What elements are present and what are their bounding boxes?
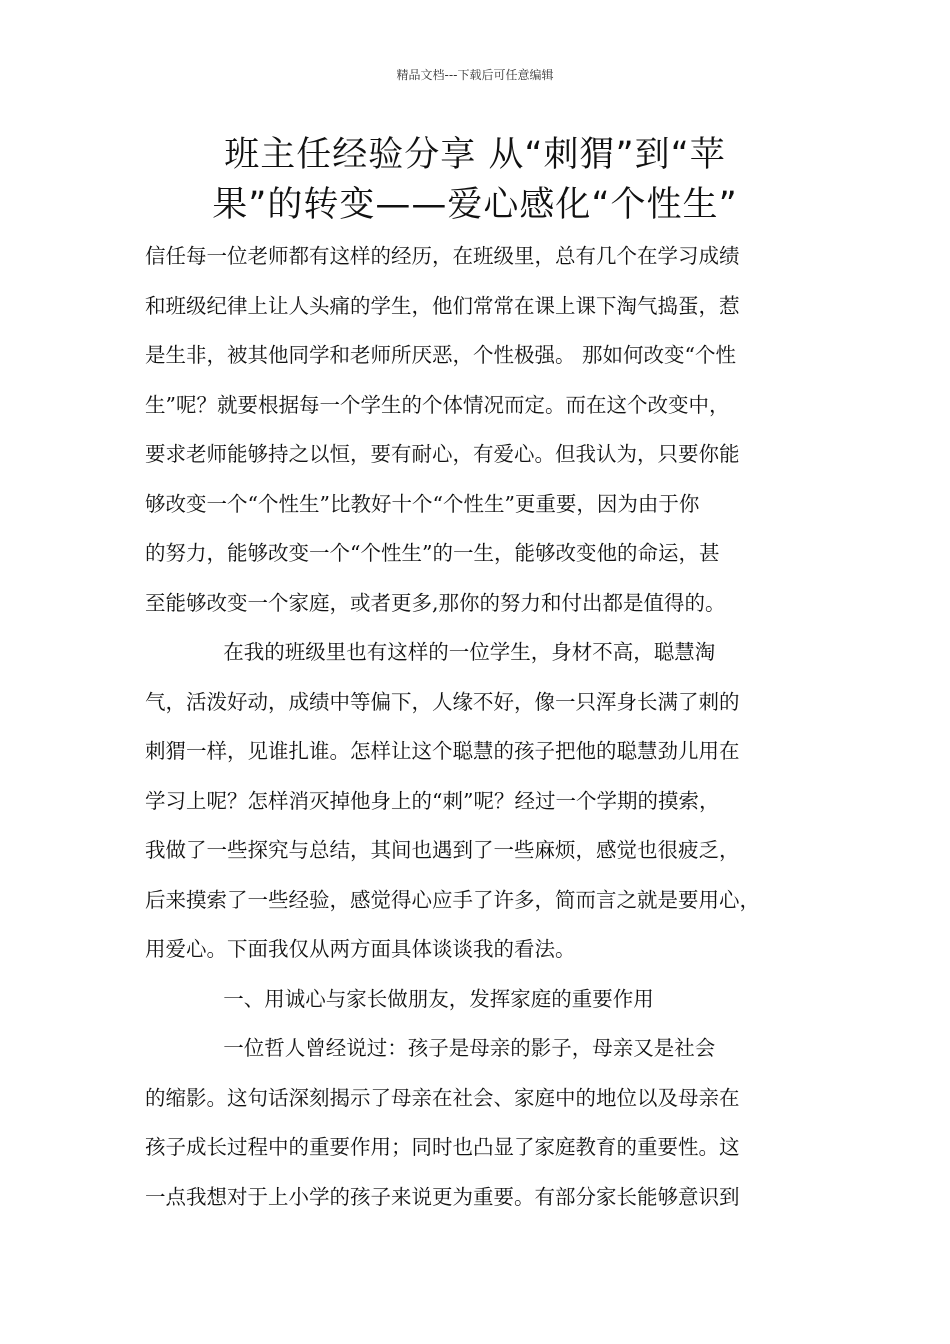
body-line: 要求老师能够持之以恒，要有耐心，有爱心。但我认为，只要你能 xyxy=(145,442,740,466)
body-line: 的缩影。这句话深刻揭示了母亲在社会、家庭中的地位以及母亲在 xyxy=(145,1085,740,1110)
body-line: 够改变一个“个性生”比教好十个“个性生”更重要，因为由于你 xyxy=(145,491,700,516)
body-line: 至能够改变一个家庭，或者更多,那你的努力和付出都是值得的。 xyxy=(145,590,726,615)
document-body xyxy=(145,232,825,1222)
section-heading: 一、用诚心与家长做朋友，发挥家庭的重要作用 xyxy=(145,986,654,1011)
title-line: 班主任经验分享 从“刺猬”到“苹 xyxy=(224,135,726,175)
body-line: 的努力，能够改变一个“个性生”的一生，能够改变他的命运，甚 xyxy=(145,541,720,565)
title-line: 果”的转变——爱心感化“个性生” xyxy=(212,185,738,225)
body-line: 用爱心。下面我仅从两方面具体谈谈我的看法。 xyxy=(145,937,576,961)
body-line: 一位哲人曾经说过：孩子是母亲的影子，母亲又是社会 xyxy=(145,1036,716,1060)
body-line: 是生非，被其他同学和老师所厌恶，个性极强。 那如何改变“个性 xyxy=(145,343,736,367)
body-line: 刺猬一样，见谁扎谁。怎样让这个聪慧的孩子把他的聪慧劲儿用在 xyxy=(145,739,740,763)
body-line: 学习上呢？怎样消灭掉他身上的“刺”呢？经过一个学期的摸索， xyxy=(145,788,720,813)
body-line: 和班级纪律上让人头痛的学生，他们常常在课上课下淘气捣蛋，惹 xyxy=(145,293,740,318)
document-title xyxy=(145,130,805,230)
body-line: 一点我想对于上小学的孩子来说更为重要。有部分家长能够意识到 xyxy=(145,1184,740,1209)
body-line: 我做了一些探究与总结，其间也遇到了一些麻烦，感觉也很疲乏， xyxy=(145,838,740,862)
body-line: 气，活泼好动，成绩中等偏下，人缘不好，像一只浑身长满了刺的 xyxy=(145,689,740,714)
body-line: 后来摸索了一些经验，感觉得心应手了许多，简而言之就是要用心， xyxy=(145,887,760,912)
body-line: 孩子成长过程中的重要作用；同时也凸显了家庭教育的重要性。这 xyxy=(145,1135,740,1159)
body-line: 生”呢？就要根据每一个学生的个体情况而定。而在这个改变中， xyxy=(145,392,730,417)
body-line: 在我的班级里也有这样的一位学生，身材不高，聪慧淘 xyxy=(145,640,716,664)
header-note: 精品文档---下载后可任意编辑 xyxy=(396,68,554,82)
body-line: 信任每一位老师都有这样的经历，在班级里，总有几个在学习成绩 xyxy=(145,244,740,268)
